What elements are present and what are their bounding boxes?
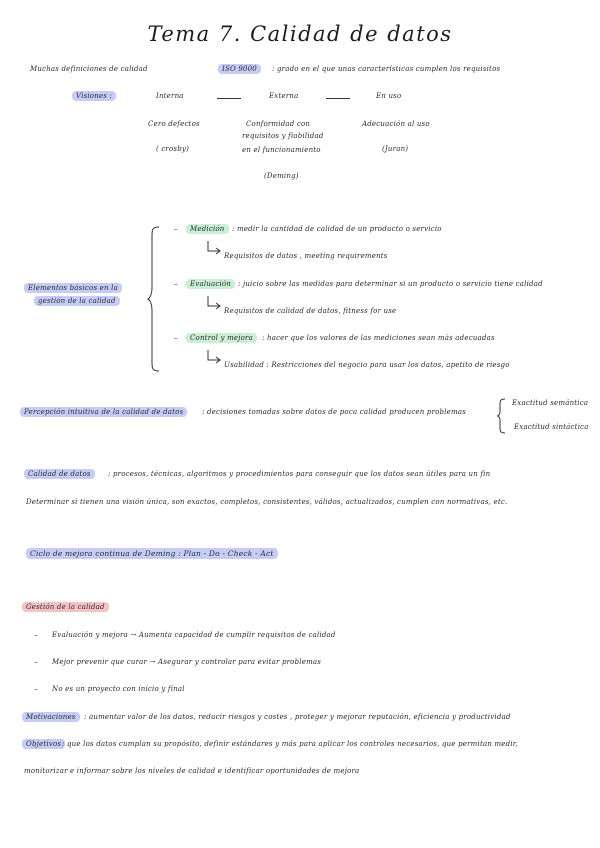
- calidad-label: [24, 470, 95, 478]
- motivaciones-desc: : aumentar valor de los datos, reducir riesgos y costes , proteger y mejorar reputación, eficiencia y productividad: [84, 713, 511, 721]
- gestion-item-3: No es un proyecto con inicio y final: [52, 685, 185, 693]
- objetivos-line2: monitorizar e informar sobre los niveles de calidad e identificar oportunidades de mejora: [24, 767, 360, 775]
- cero-defectos: Cero defectos: [148, 120, 200, 128]
- gestion-highlight: Gestión de la calidad: [22, 602, 109, 612]
- gestion-item-1: Evaluación y mejora → Aumenta capacidad de cumplir requisitos de calidad: [52, 631, 336, 639]
- curly-brace: [148, 226, 162, 372]
- medicion-desc: : medir la cantidad de calidad de un producto o servicio: [232, 225, 442, 233]
- adecuacion-uso: Adecuación al uso: [362, 120, 430, 128]
- calidad-desc: : procesos, técnicas, algoritmos y procedimientos para conseguir que los datos sean útiles para un fin: [108, 470, 491, 478]
- medicion-label: [186, 225, 229, 233]
- page-title: Tema 7. Calidad de datos: [147, 22, 453, 46]
- calidad-line2: Determinar si tienen una visión única, son exactos, completos, consistentes, válidos, actualizados, cumplen con normativas, etc.: [26, 498, 508, 506]
- conformidad-line2: requisitos y fiabilidad: [242, 132, 324, 140]
- conformidad-line3: en el funcionamiento: [242, 146, 321, 154]
- elementos-highlight-2: gestión de la calidad: [34, 296, 120, 306]
- control-desc: : hacer que los valores de las mediciones sean más adecuadas: [262, 334, 495, 342]
- curly-brace-small: [496, 398, 506, 434]
- evaluacion-highlight: Evaluación: [186, 279, 235, 289]
- conformidad-line1: Conformidad con: [246, 120, 311, 128]
- evaluacion-sub: Requisitos de calidad de datos, fitness for use: [224, 307, 397, 315]
- turn-arrow-icon: [206, 296, 222, 312]
- iso-definition: : grado en el que unas características cumplen los requisitos: [272, 65, 501, 73]
- gestion-label: [22, 603, 109, 611]
- medicion-sub: Requisitos de datos , meeting requirements: [224, 252, 388, 260]
- crosby-author: ( crosby): [156, 145, 189, 153]
- visiones-highlight: Visiones :: [72, 91, 116, 101]
- motivaciones-highlight: Motivaciones: [22, 712, 80, 722]
- elementos-label-line2: [34, 297, 120, 305]
- percepcion-desc: : decisiones tomadas sobre datos de poca calidad producen problemas: [202, 408, 467, 416]
- control-highlight: Control y mejora: [186, 333, 257, 343]
- divider-dash: [217, 98, 241, 99]
- exactitud-semantica: Exactitud semántica: [512, 399, 589, 407]
- exactitud-sintactica: Exactitud sintáctica: [514, 423, 589, 431]
- vision-en-uso: En uso: [376, 92, 402, 100]
- objetivos-highlight: Objetivos: [22, 739, 65, 749]
- bullet-dash: –: [174, 280, 178, 288]
- motivaciones-label: [22, 713, 80, 721]
- objetivos-desc: : que los datos cumplan su propósito, definir estándares y más para aplicar los controles necesarios, que permitan medir,: [62, 740, 518, 748]
- ciclo-highlight: Ciclo de mejora continua de Deming : Plan - Do - Check - Act: [26, 548, 278, 559]
- control-sub: Usabilidad : Restricciones del negocio para usar los datos, apetito de riesgo: [224, 361, 510, 369]
- juran-author: (Juran): [382, 145, 409, 153]
- visiones-label: [72, 92, 116, 100]
- gestion-item-2: Mejor prevenir que curar → Asegurar y controlar para evitar problemas: [52, 658, 322, 666]
- elementos-label-line1: [24, 284, 122, 292]
- turn-arrow-icon: [206, 241, 222, 257]
- elementos-highlight-1: Elementos básicos en la: [24, 283, 122, 293]
- percepcion-label: [20, 408, 187, 416]
- objetivos-label: [22, 740, 65, 748]
- evaluacion-desc: : juicio sobre las medidas para determinar si un producto o servicio tiene calidad: [238, 280, 543, 288]
- turn-arrow-icon: [206, 350, 222, 366]
- calidad-highlight: Calidad de datos: [24, 469, 95, 479]
- deming-author: (Deming): [264, 172, 299, 180]
- bullet-dash: –: [34, 685, 38, 693]
- medicion-highlight: Medición: [186, 224, 229, 234]
- ciclo-deming: [26, 549, 278, 558]
- bullet-dash: –: [174, 225, 178, 233]
- evaluacion-label: [186, 280, 235, 288]
- iso-9000-label: [218, 65, 261, 73]
- iso-highlight: ISO 9000: [218, 64, 261, 74]
- vision-externa: Externa: [269, 92, 299, 100]
- vision-interna: Interna: [156, 92, 184, 100]
- divider-dash: [326, 98, 350, 99]
- control-label: [186, 334, 257, 342]
- percepcion-highlight: Percepción intuitiva de la calidad de datos: [20, 407, 187, 417]
- bullet-dash: –: [34, 631, 38, 639]
- bullet-dash: –: [174, 334, 178, 342]
- bullet-dash: –: [34, 658, 38, 666]
- intro-text: Muchas definiciones de calidad: [30, 65, 148, 73]
